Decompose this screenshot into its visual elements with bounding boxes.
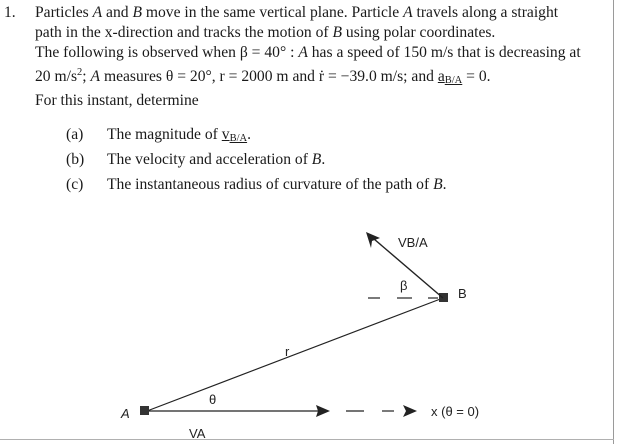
va-arrowhead [316,405,330,417]
part-label: (c) [66,176,84,193]
label-b: B [458,286,467,301]
label-a: A [121,406,130,421]
part-text: The magnitude of $v_{B/A}$. [107,126,251,144]
position-vector-r [147,298,443,411]
label-theta: θ [209,392,217,407]
part-label: (b) [66,151,85,168]
problem-line-2: path in the x-direction and tracks the motion of B using polar coordinates. [35,24,496,41]
label-r: r [285,344,290,359]
particle-b [439,293,448,302]
vba-arrowhead [366,232,380,248]
part-label: (a) [66,126,84,143]
particle-a [140,406,149,415]
label-x-axis: x (θ = 0) [431,404,480,419]
part-text: The velocity and acceleration of B. [107,151,326,168]
label-va: VA [189,426,206,441]
x-axis-arrowhead [403,405,417,417]
problem-number: 1. [4,4,16,21]
label-vba: VB/A [398,235,428,250]
problem-line-5: For this instant, determine [35,92,199,109]
problem-line-4: 20 $m/s^2$; A measures θ = 20°, r = 2000 m and ṙ = −39.0 m/s; and $a_{B/A} = 0$. [35,67,491,86]
problem-line-1: Particles A and B move in the same vertical plane. Particle A travels along a straight [35,4,559,21]
part-text: The instantaneous radius of curvature of the path of B. [107,176,447,193]
problem-line-3: The following is observed when β = 40° : A has a speed of 150 m/s that is decreasing at [35,44,581,61]
label-beta: β [400,278,408,293]
